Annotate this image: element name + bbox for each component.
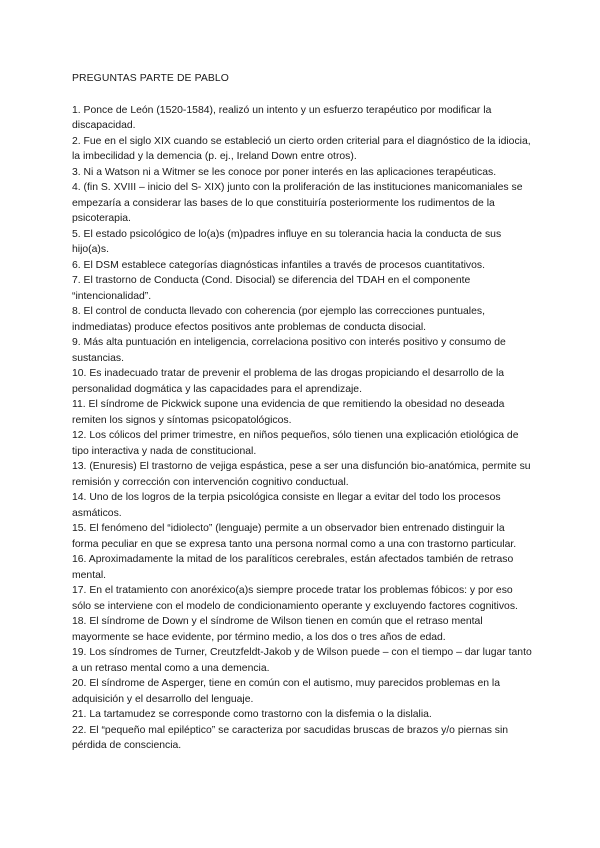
- question-item: 20. El síndrome de Asperger, tiene en común con el autismo, muy parecidos problemas en la adquisición y el desarrollo del lenguaje.: [72, 678, 500, 705]
- document-content: [72, 71, 534, 754]
- question-item: 14. Uno de los logros de la terpia psicológica consiste en llegar a evitar del todo los procesos asmáticos.: [72, 492, 501, 519]
- question-list: [72, 103, 534, 754]
- question-item: 11. El síndrome de Pickwick supone una evidencia de que remitiendo la obesidad no deseada remiten los signos y síntomas psicopatológicos.: [72, 399, 505, 426]
- question-item: 9. Más alta puntuación en inteligencia, correlaciona positivo con interés positivo y consumo de sustancias.: [72, 337, 506, 364]
- question-item: 21. La tartamudez se corresponde como trastorno con la disfemia o la dislalia.: [72, 709, 432, 720]
- question-item: 3. Ni a Watson ni a Witmer se les conoce por poner interés en las aplicaciones terapéuticas.: [72, 166, 497, 178]
- question-item: 17. En el tratamiento con anoréxico(a)s siempre procede tratar los problemas fóbicos: y por eso sólo se interviene con el modelo de condicionamiento operante y excluyendo factores cognitivos.: [72, 585, 518, 612]
- question-item: 18. El síndrome de Down y el síndrome de Wilson tienen en común que el retraso mental mayormente se hace evidente, por término medio, a los dos o tres años de edad.: [72, 616, 483, 643]
- question-item: 4. (fin S. XVIII – inicio del S- XIX) junto con la proliferación de las instituciones manicomaniales se empezaría a considerar las bases de lo que constituiría posteriormente los rudimentos de la psicoterapia.: [72, 182, 523, 224]
- question-item: 8. El control de conducta llevado con coherencia (por ejemplo las correcciones puntuales, indmediatas) produce efectos positivos ante problemas de conducta disocial.: [72, 306, 485, 333]
- question-item: 10. Es inadecuado tratar de prevenir el problema de las drogas propiciando el desarrollo de la personalidad dogmática y las capacidades para el aprendizaje.: [72, 368, 505, 395]
- question-item: 6. El DSM establece categorías diagnósticas infantiles a través de procesos cuantitativos.: [72, 259, 485, 271]
- question-item: 2. Fue en el siglo XIX cuando se estableció un cierto orden criterial para el diagnóstico de la idiocia, la imbecilidad y la demencia (p. ej., Ireland Down entre otros).: [72, 135, 531, 162]
- question-item: 13. (Enuresis) El trastorno de vejiga espástica, pese a ser una disfunción bio-anatómica, permite su remisión y corrección con intervención cognitivo conductual.: [72, 461, 531, 488]
- question-item: 22. El “pequeño mal epiléptico” se caracteriza por sacudidas bruscas de brazos y/o piernas sin pérdida de consciencia.: [72, 724, 509, 751]
- document-title: PREGUNTAS PARTE DE PABLO: [72, 73, 229, 84]
- question-item: 19. Los síndromes de Turner, Creutzfeldt-Jakob y de Wilson puede – con el tiempo – dar lugar tanto a un retraso mental como a una demencia.: [72, 647, 532, 674]
- question-item: 12. Los cólicos del primer trimestre, en niños pequeños, sólo tienen una explicación etiológica de tipo interactiva y nada de constitucional.: [72, 430, 519, 457]
- question-item: 15. El fenómeno del “idiolecto” (lenguaje) permite a un observador bien entrenado distinguir la forma peculiar en que se expresa tanto una persona normal como a una con trastorno particular.: [72, 523, 517, 550]
- question-item: 5. El estado psicológico de lo(a)s (m)padres influye en su tolerancia hacia la conducta de sus hijo(a)s.: [72, 228, 502, 255]
- question-item: 1. Ponce de León (1520-1584), realizó un intento y un esfuerzo terapéutico por modificar la discapacidad.: [72, 104, 492, 131]
- question-item: 16. Aproximadamente la mitad de los paralíticos cerebrales, están afectados también de retraso mental.: [72, 554, 514, 581]
- question-item: 7. El trastorno de Conducta (Cond. Disocial) se diferencia del TDAH en el componente “intencionalidad”.: [72, 275, 471, 302]
